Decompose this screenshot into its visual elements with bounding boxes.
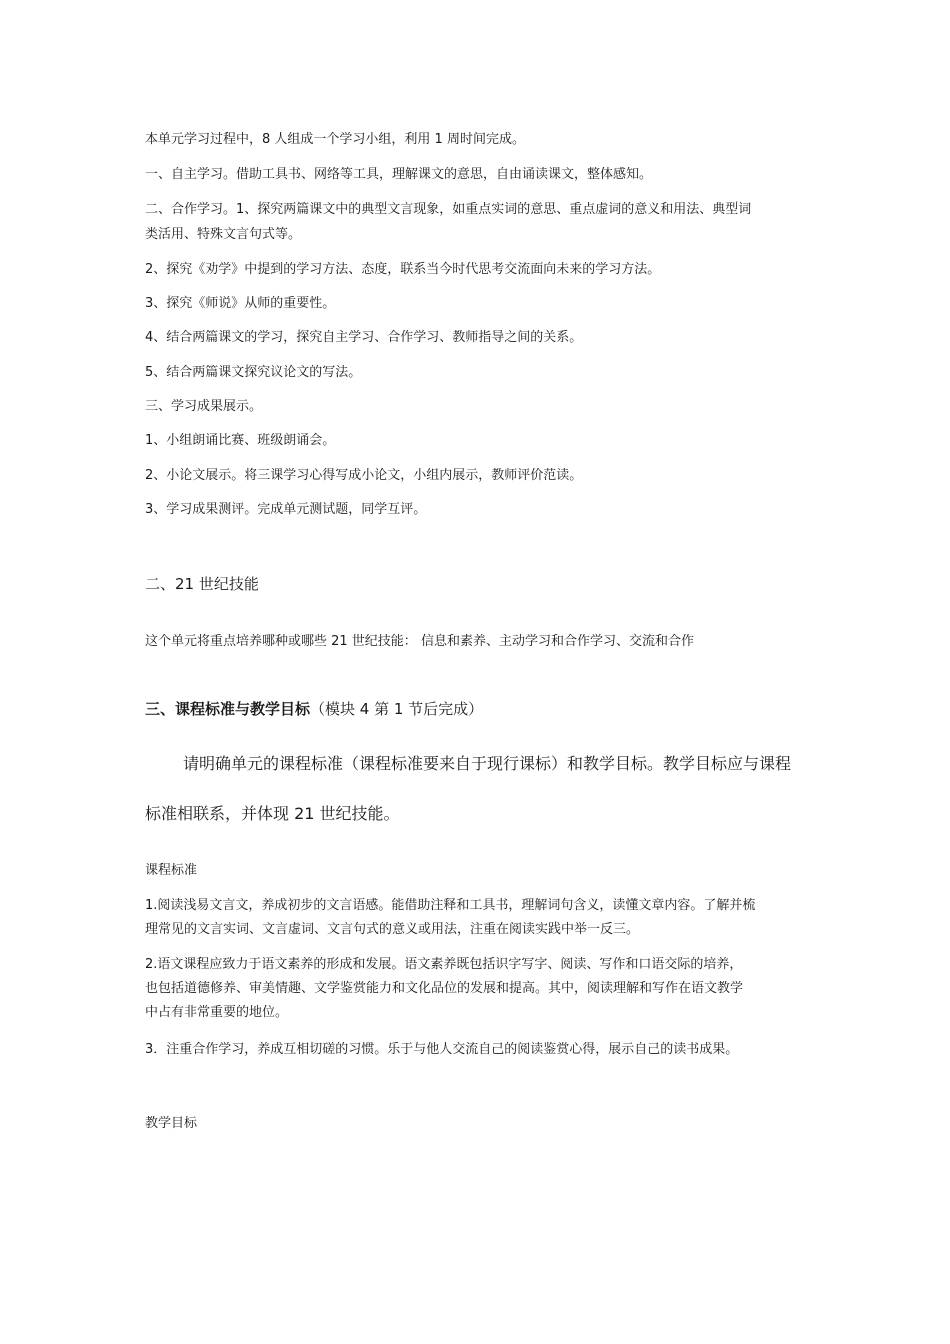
process-intro: 本单元学习过程中，8 人组成一个学习小组，利用 1 周时间完成。 xyxy=(145,132,525,147)
skills-text: 这个单元将重点培养哪种或哪些 21 世纪技能： 信息和素养、主动学习和合作学习、交流和合作 xyxy=(145,634,694,649)
standard-1-line-1: 1.阅读浅易文言文，养成初步的文言语感。能借助注释和工具书，理解词句含义，读懂文章内容。了解并梳 xyxy=(145,898,756,913)
process-step-2-item-4: 4、结合两篇课文的学习，探究自主学习、合作学习、教师指导之间的关系。 xyxy=(145,330,583,345)
process-step-3-item-1: 1、小组朗诵比赛、班级朗诵会。 xyxy=(145,433,336,448)
standard-3: 3．注重合作学习，养成互相切磋的习惯。乐于与他人交流自己的阅读鉴赏心得，展示自己的读书成果。 xyxy=(145,1042,739,1057)
process-step-2-item-2: 2、探究《劝学》中提到的学习方法、态度，联系当今时代思考交流面向未来的学习方法。 xyxy=(145,262,661,277)
standard-2-line-1: 2.语文课程应致力于语文素养的形成和发展。语文素养既包括识字写字、阅读、写作和口语交际的培养， xyxy=(145,957,743,972)
skills-heading: 二、21 世纪技能 xyxy=(145,575,259,593)
label-course-standards: 课程标准 xyxy=(145,863,198,878)
standards-heading xyxy=(145,698,483,720)
process-step-1: 一、自主学习。借助工具书、网络等工具，理解课文的意思，自由诵读课文，整体感知。 xyxy=(145,167,653,182)
standards-prompt-line-1: 请明确单元的课程标准（课程标准要来自于现行课标）和教学目标。教学目标应与课程 xyxy=(183,754,792,773)
standard-2-line-2: 也包括道德修养、审美情趣、文学鉴赏能力和文化品位的发展和提高。其中，阅读理解和写作在语文教学 xyxy=(145,981,744,996)
label-teaching-objectives: 教学目标 xyxy=(145,1116,198,1131)
process-step-2-line-1: 二、合作学习。1、探究两篇课文中的典型文言现象，如重点实词的意思、重点虚词的意义和用法、典型词 xyxy=(145,202,752,217)
process-step-2-item-3: 3、探究《师说》从师的重要性。 xyxy=(145,296,336,311)
process-step-2-line-2: 类活用、特殊文言句式等。 xyxy=(145,227,302,242)
process-step-3-item-2: 2、小论文展示。将三课学习心得写成小论文，小组内展示，教师评价范读。 xyxy=(145,468,583,483)
process-step-3-item-3: 3、学习成果测评。完成单元测试题，同学互评。 xyxy=(145,502,427,517)
standard-1-line-2: 理常见的文言实词、文言虚词、文言句式的意义或用法，注重在阅读实践中举一反三。 xyxy=(145,922,640,937)
standards-heading-title: 三、课程标准与教学目标 xyxy=(145,700,311,718)
process-step-3: 三、学习成果展示。 xyxy=(145,399,263,414)
process-step-2-item-5: 5、结合两篇课文探究议论文的写法。 xyxy=(145,365,362,380)
standard-2-line-3: 中占有非常重要的地位。 xyxy=(145,1005,289,1020)
standards-prompt-line-2: 标准相联系，并体现 21 世纪技能。 xyxy=(145,804,400,823)
standards-heading-note: （模块 4 第 1 节后完成） xyxy=(310,700,484,718)
